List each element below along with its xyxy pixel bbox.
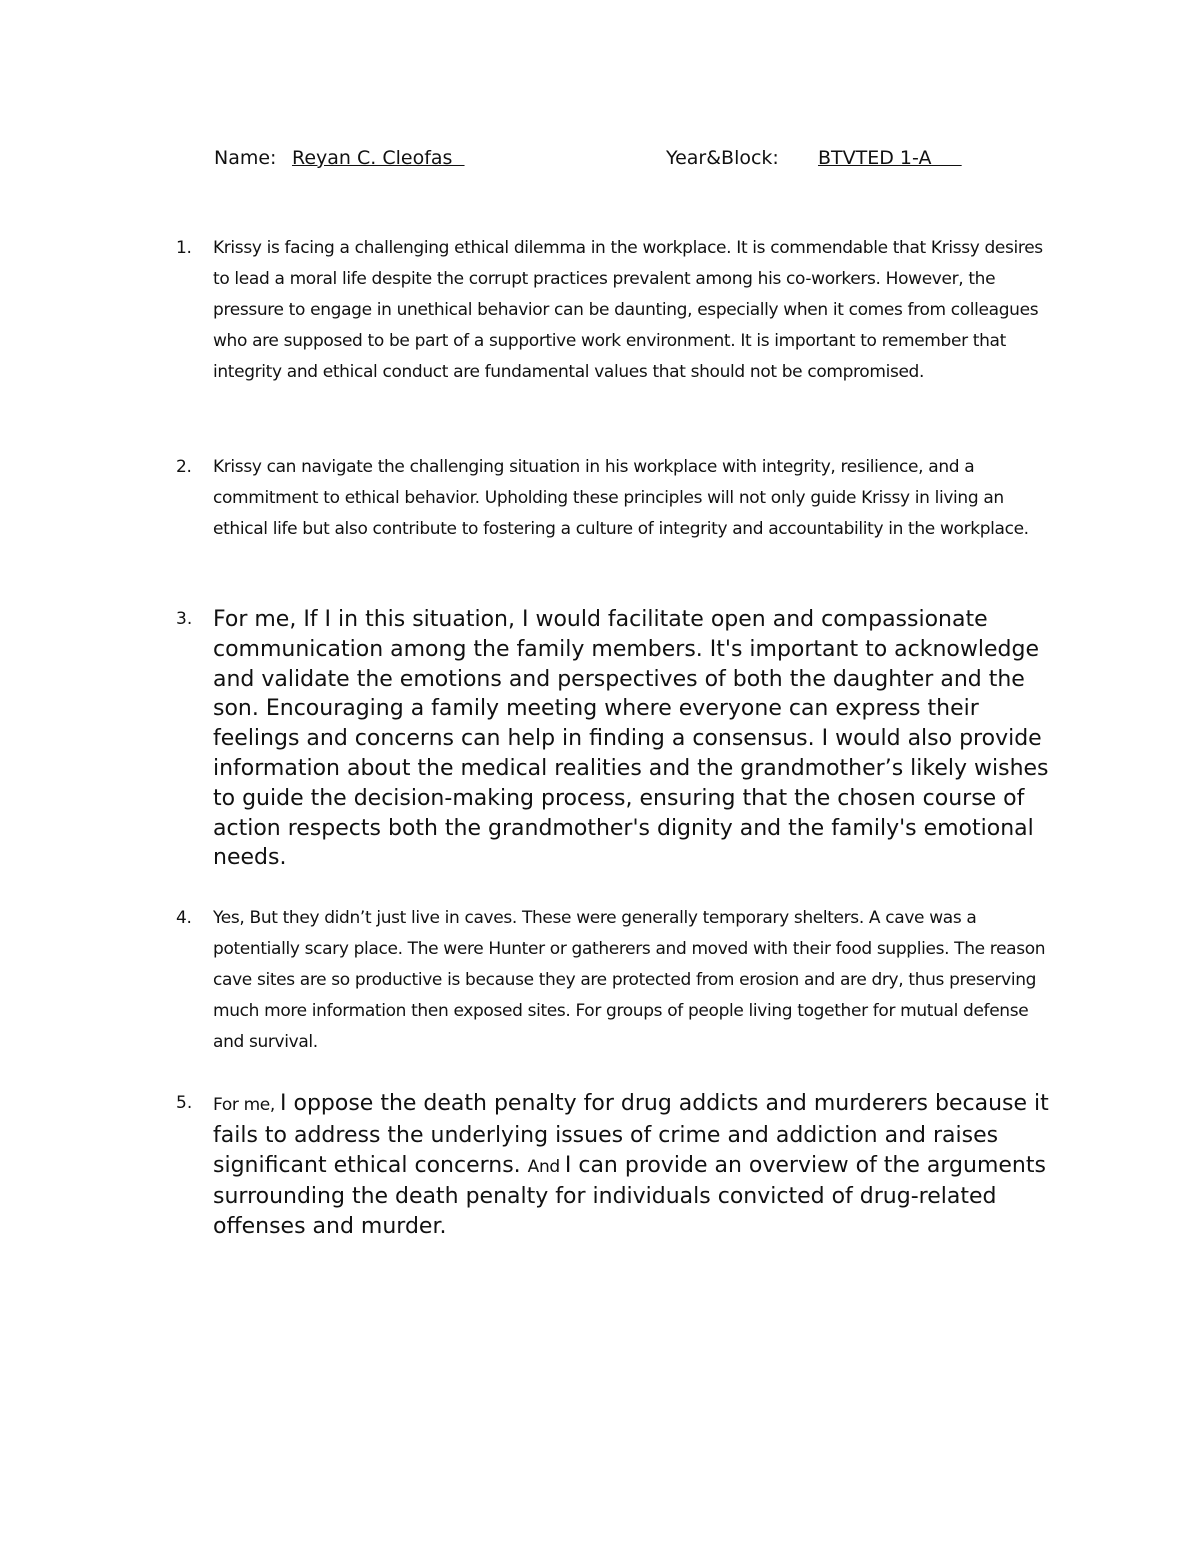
answer-text-mid: And xyxy=(527,1156,565,1177)
answer-text-part-1: I oppose the death penalty for drug addicts and murderers because it fails to address the underlying issues of crime and addiction and raises significant ethical concerns. xyxy=(213,1091,1049,1178)
answer-text: Krissy can navigate the challenging situation in his workplace with integrity, resilience, and a commitment to ethical behavior. Upholding these principles will not only guide Krissy in living an ethical life but also contribute to fostering a culture of integrity and accountability in the workplace. xyxy=(213,457,1029,539)
answer-text: Yes, But they didn’t just live in caves. These were generally temporary shelters. A cave was a potentially scary place. The were Hunter or gatherers and moved with their food supplies. The reason cave sites are so productive is because they are protected from erosion and are dry, thus preserving much more information then exposed sites. For groups of people living together for mutual defense and survival. xyxy=(213,908,1046,1052)
answer-text: Krissy is facing a challenging ethical dilemma in the workplace. It is commendable that Krissy desires to lead a moral life despite the corrupt practices prevalent among his co-workers. However, the pressure to engage in unethical behavior can be daunting, especially when it comes from colleagues who are supposed to be part of a supportive work environment. It is important to remember that integrity and ethical conduct are fundamental values that should not be compromised. xyxy=(213,238,1043,382)
answer-number: 3. xyxy=(176,609,193,629)
answer-text-part-2: I can provide an overview of the arguments surrounding the death penalty for individuals convicted of drug-related offenses and murder. xyxy=(213,1152,1046,1240)
answer-number: 2. xyxy=(176,457,192,477)
document-header xyxy=(214,143,1014,173)
answer-number: 4. xyxy=(176,908,192,928)
year-block-value: BTVTED 1-A xyxy=(818,147,962,169)
answer-item-3 xyxy=(176,605,1066,875)
answer-text-lead: For me, xyxy=(213,1095,280,1115)
name-label: Name: xyxy=(214,147,277,169)
answer-text: For me, If I in this situation, I would facilitate open and compassionate communication among the family members. It's important to acknowledge and validate the emotions and perspectives of both the daughter and the son. Encouraging a family meeting where everyone can express their feelings and concerns can help in finding a consensus. I would also provide information about the medical realities and the grandmother’s likely wishes to guide the decision-making process, ensuring that the chosen course of action respects both the grandmother's dignity and the family's emotional needs. xyxy=(213,607,1049,871)
answer-item-1 xyxy=(176,233,1066,423)
year-block-label: Year&Block: xyxy=(666,147,779,169)
answer-item-2 xyxy=(176,452,1066,577)
name-value: Reyan C. Cleofas xyxy=(292,147,465,169)
answer-number: 1. xyxy=(176,238,192,258)
answer-number: 5. xyxy=(176,1093,193,1113)
answer-item-4 xyxy=(176,903,1066,1063)
answer-text xyxy=(213,1089,1063,1242)
answer-item-5 xyxy=(176,1089,1066,1239)
